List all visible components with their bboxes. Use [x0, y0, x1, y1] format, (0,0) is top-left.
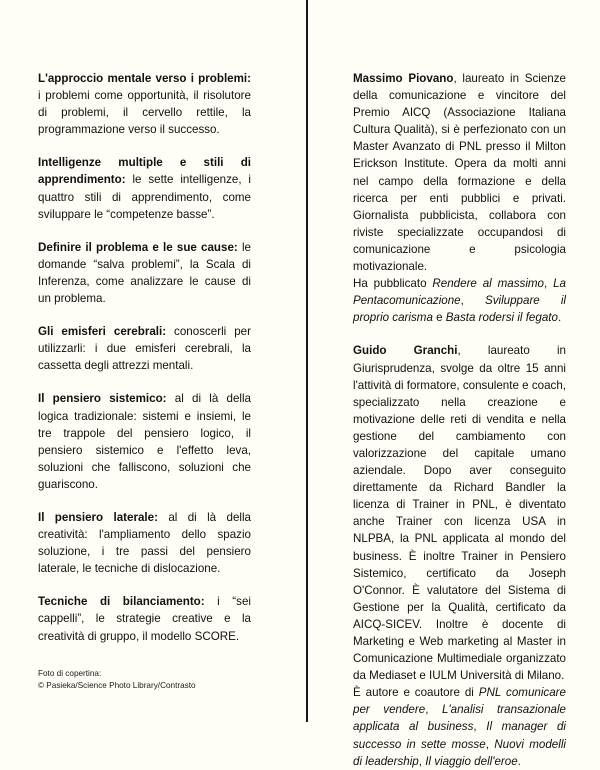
- topic-lead-label: Gli emisferi cerebrali:: [38, 325, 167, 339]
- publication-separator: ,: [485, 737, 495, 751]
- topic-body-text: al di là della logica tradizionale: sistemi e insiemi, le tre trappole del pensiero logico, il pensiero sistemico e l'effetto leva, soluzioni che falliscono, soluzioni che guariscono.: [38, 392, 252, 491]
- author-bio-text: , laureato in Scienze della comunicazione e vincitore del Premio AICQ (Associazione Italiana Cultura Qualità), si è perfezionato con un Master Avanzato di PNL presso il Milton Erickson Institute. Opera da molti anni nel campo della formazione e della ricerca per enti pubblici e privati. Giornalista pubblicista, collabora con riviste specializzate occupandosi di comunicazione e psicologia motivazionale.: [353, 72, 566, 274]
- topic-lead-label: L'approccio mentale verso i problemi:: [38, 72, 251, 85]
- publication-separator: ,: [425, 703, 442, 717]
- right-column-author-bios: [353, 70, 566, 770]
- topic-body-text: conoscerli per utilizzarli: i due emisferi cerebrali, la cassetta degli attrezzi mentali.: [38, 325, 251, 373]
- publication-separator: .: [517, 754, 521, 768]
- author-publications-paragraph: [353, 275, 566, 326]
- publication-title: La Pentacomunicazione: [353, 277, 567, 308]
- column-divider-line: [306, 0, 308, 722]
- publication-separator: e: [432, 311, 446, 325]
- credit-line-attribution: © Pasieka/Science Photo Library/Contrasto: [38, 680, 196, 690]
- topic-body-text: le sette intelligenze, i quattro stili di apprendimento, come sviluppare le “competenze basse”.: [38, 173, 251, 221]
- author-name: Guido Granchi: [353, 344, 458, 358]
- topic-lead-label: Definire il problema e le sue cause:: [38, 240, 238, 254]
- topic-section: [38, 509, 251, 577]
- topic-section: [38, 154, 251, 222]
- publications-intro-text: È autore e coautore di: [353, 686, 479, 700]
- topic-section: [38, 239, 251, 307]
- author-bio-paragraph: [353, 70, 566, 275]
- publication-title: Sviluppare il proprio carisma: [353, 294, 566, 325]
- topic-lead-label: Il pensiero sistemico:: [38, 392, 167, 406]
- author-publications-paragraph: [353, 684, 566, 769]
- publications-intro-text: Ha pubblicato: [353, 277, 433, 291]
- author-name: Massimo Piovano: [353, 72, 454, 85]
- topic-body-text: al di là della creatività: l'ampliamento dello spazio soluzione, i tre passi del pensiero laterale, le tecniche di dislocazione.: [38, 510, 251, 576]
- publication-title: PNL comunicare per vendere: [353, 686, 566, 717]
- publication-title: L'analisi transazionale applicata al business: [353, 703, 566, 734]
- topic-body-text: le domande “salva problemi”, la Scala di Inferenza, come analizzare le cause di un problema.: [38, 240, 251, 306]
- topic-body-text: i problemi come opportunità, il risolutore di problemi, il cervello rettile, la programmazione verso il successo.: [38, 89, 251, 137]
- credit-line-caption: Foto di copertina:: [38, 669, 102, 678]
- author-bio-paragraph: [353, 342, 566, 684]
- topic-body-text: i “sei cappelli”, le strategie creative e la creatività di gruppo, il modello SCORE.: [38, 595, 251, 643]
- publication-separator: ,: [473, 720, 487, 734]
- cover-photo-credit: [38, 668, 288, 691]
- publication-separator: ,: [460, 294, 485, 308]
- publication-title: Rendere al massimo: [432, 277, 545, 291]
- publication-title: Nuovi modelli di leadership: [353, 737, 566, 768]
- publication-title: Il viaggio dell'eroe: [425, 754, 518, 768]
- publication-title: Il manager di successo in sette mosse: [353, 720, 566, 751]
- publication-separator: ,: [544, 277, 554, 291]
- publication-separator: ,: [418, 754, 426, 768]
- topic-section: [38, 70, 251, 138]
- publication-title: Basta rodersi il fegato: [445, 311, 558, 325]
- topic-section: [38, 390, 251, 493]
- author-bio-text: , laureato in Giurisprudenza, svolge da oltre 15 anni l'attività di formatore, consulente e coach, specializzato nella creazione e motivazione delle reti di vendita e nella gestione del cambiamento con valorizzazione del capitale umano aziendale. Dopo aver conseguito direttamente da Richard Bandler la licenza di Trainer in PNL, è diventato anche Trainer con licenza USA in NLPBA, la PNL applicata al mondo del business. È inoltre Trainer in Pensiero Sistemico, certificato da Joseph O'Connor. È valutatore del Sistema di Gestione per la Qualità, certificato da AICQ-SICEV. Inoltre è docente di Marketing e Web marketing al Master in Comunicazione Multimediale organizzato da Mediaset e IULM Università di Milano.: [353, 344, 566, 683]
- topic-lead-label: Il pensiero laterale:: [38, 510, 158, 524]
- topic-section: [38, 593, 251, 644]
- topic-lead-label: Tecniche di bilanciamento:: [38, 595, 205, 609]
- topic-lead-label: Intelligenze multiple e stili di apprendimento:: [38, 156, 251, 187]
- left-column-contents-list: [38, 70, 251, 645]
- publication-separator: .: [557, 311, 562, 325]
- topic-section: [38, 323, 251, 374]
